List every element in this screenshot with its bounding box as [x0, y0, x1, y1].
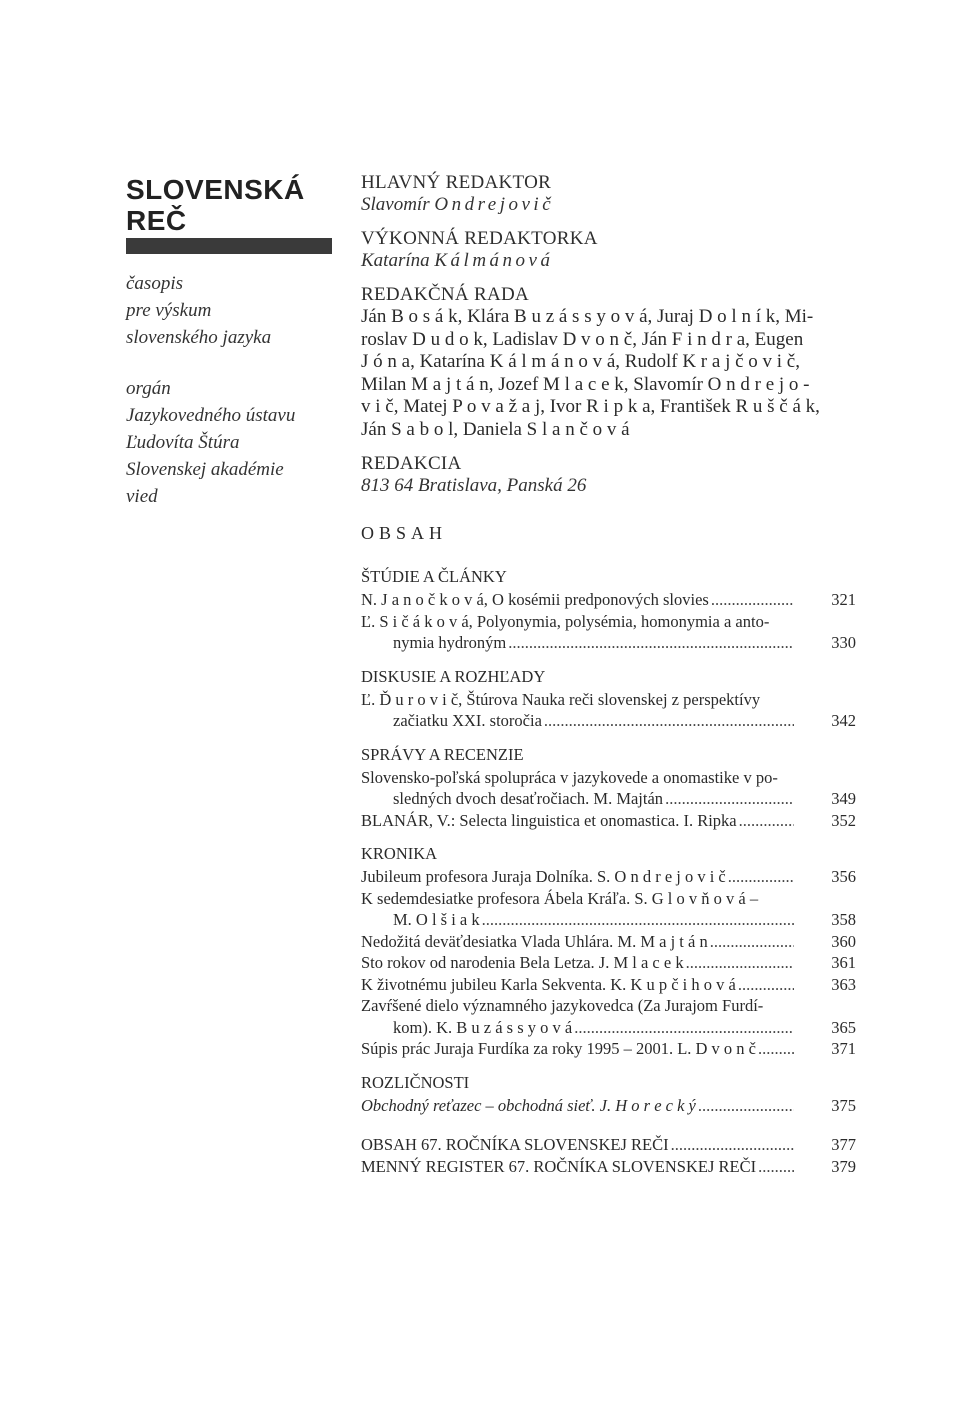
executive-editor [361, 228, 856, 272]
toc-page-number: 330 [831, 633, 856, 652]
toc-leader-dots [728, 866, 794, 888]
toc-page-number: 365 [831, 1017, 856, 1037]
toc-leader-dots [671, 1134, 794, 1156]
toc-entry-text: Súpis prác Juraja Furdíka za roky 1995 – 2001. L. D v o n č [361, 1039, 757, 1058]
toc-entry-text: Zavŕšené dielo významného jazykovedca (Za Jurajom Furdí- [361, 996, 764, 1015]
toc-leader-dots [738, 974, 794, 996]
editorial-office-address: 813 64 Bratislava, Panská 26 [361, 475, 587, 496]
toc-page-number: 352 [831, 810, 856, 830]
toc-section-title: ROZLIČNOSTI [361, 1072, 470, 1092]
board-line: J ó n a, Katarína K á l m á n o v á, Rudolf K r a j č o v i č, [361, 351, 800, 372]
journal-organ [126, 375, 336, 510]
table-of-contents [361, 566, 856, 1177]
toc-leader-dots [758, 1156, 794, 1178]
toc-entry [361, 1038, 856, 1060]
toc-page-number: 379 [831, 1156, 856, 1176]
toc-page-number: 363 [831, 974, 856, 994]
toc-entry [361, 888, 856, 931]
toc-entry [361, 611, 856, 654]
toc-leader-dots [544, 710, 794, 732]
masthead-column [126, 174, 336, 510]
toc-entry [361, 952, 856, 974]
toc-leader-dots [686, 952, 794, 974]
toc-entry [361, 1095, 856, 1117]
toc-page-number: 358 [831, 910, 856, 929]
toc-entry-text: Nedožitá deväťdesiatka Vlada Uhlára. M. M a j t á n [361, 931, 708, 951]
toc-entry-text: nymia hydroným [393, 633, 507, 652]
toc-entry-text: sledných dvoch desaťročiach. M. Majtán [393, 789, 664, 808]
toc-page-number: 361 [831, 953, 856, 972]
toc-page-number: 356 [831, 867, 856, 886]
toc-leader-dots [758, 1038, 794, 1060]
toc-page-number: 375 [831, 1095, 856, 1115]
toc-leader-dots [698, 1095, 794, 1117]
toc-entry [361, 974, 856, 996]
toc-section-title: KRONIKA [361, 844, 438, 863]
toc-leader-dots [574, 1017, 794, 1039]
toc-heading: OBSAH [361, 523, 448, 543]
editorial-board [361, 284, 856, 441]
organ-line: Slovenskej akadémie [126, 459, 284, 480]
toc-entry-text: Ľ. S i č á k o v á, Polyonymia, polysémia, homonymia a anto- [361, 611, 770, 631]
toc-entry [361, 589, 856, 611]
toc-entry-text: M. O l š i a k [393, 910, 480, 929]
toc-entry-text: kom). K. B u z á s s y o v á [393, 1017, 573, 1037]
subtitle-line: časopis [126, 273, 183, 294]
executive-editor-name: Katarína Kálmánová [361, 250, 554, 271]
toc-page-number: 360 [831, 931, 856, 951]
toc-entry-text: Sto rokov od narodenia Bela Letza. J. M l a c e k [361, 953, 684, 972]
chief-editor [361, 172, 856, 216]
toc-entry-text: začiatku XXI. storočia [393, 711, 542, 730]
toc-page-number: 349 [831, 789, 856, 808]
toc-entry-text: K životnému jubileu Karla Sekventa. K. K u p č i h o v á [361, 974, 736, 994]
editorial-office [361, 453, 856, 497]
chief-editor-role: HLAVNÝ REDAKTOR [361, 172, 552, 193]
toc-entry-text: N. J a n o č k o v á, O kosémii predponových slovies [361, 590, 709, 609]
toc-entry-text: Ľ. Ď u r o v i č, Štúrova Nauka reči slovenskej z perspektívy [361, 689, 761, 709]
toc-entry [361, 810, 856, 832]
board-line: v i č, Matej P o v a ž a j, Ivor R i p k a, František R u š č á k, [361, 396, 820, 417]
board-line: roslav D u d o k, Ladislav D v o n č, Ján F i n d r a, Eugen [361, 328, 804, 350]
toc-entry [361, 1156, 856, 1178]
executive-editor-role: VÝKONNÁ REDAKTORKA [361, 228, 598, 249]
editorial-office-role: REDAKCIA [361, 453, 462, 474]
toc-entry [361, 1134, 856, 1156]
organ-line: orgán [126, 378, 171, 399]
toc-section-title: SPRÁVY A RECENZIE [361, 744, 524, 764]
subtitle-line: slovenského jazyka [126, 327, 272, 348]
organ-line: Ľudovíta Štúra [126, 432, 240, 453]
editorial-board-role: REDAKČNÁ RADA [361, 284, 530, 305]
toc-leader-dots [739, 810, 794, 832]
toc-entry-text: MENNÝ REGISTER 67. ROČNÍKA SLOVENSKEJ REČI [361, 1156, 757, 1176]
toc-section-title: ŠTÚDIE A ČLÁNKY [361, 567, 507, 586]
toc-spacer [361, 1116, 856, 1134]
content-column [361, 172, 856, 1177]
journal-title [126, 174, 336, 236]
toc-entry [361, 689, 856, 732]
toc-entry-text: Obchodný reťazec – obchodná sieť. J. H o r e c k ý [361, 1095, 696, 1115]
toc-entry-text: Slovensko-poľská spolupráca v jazykovede a onomastike v po- [361, 767, 778, 787]
organ-line: vied [126, 486, 158, 507]
journal-title-line2: REČ [126, 205, 187, 236]
toc-leader-dots [508, 632, 794, 654]
toc-leader-dots [710, 931, 794, 953]
toc-leader-dots [482, 909, 794, 931]
toc-entry [361, 866, 856, 888]
toc-entry-text: K sedemdesiatke profesora Ábela Kráľa. S. G l o v ň o v á – [361, 888, 759, 908]
subtitle-line: pre výskum [126, 300, 212, 321]
toc-entry [361, 767, 856, 810]
toc-page-number: 377 [831, 1135, 856, 1154]
toc-entry-text: OBSAH 67. ROČNÍKA SLOVENSKEJ REČI [361, 1135, 669, 1154]
toc-section-title: DISKUSIE A ROZHĽADY [361, 666, 546, 686]
journal-subtitle [126, 270, 336, 351]
organ-line: Jazykovedného ústavu [126, 405, 296, 426]
toc-entry [361, 931, 856, 953]
toc-leader-dots [711, 589, 794, 611]
toc-entry-text: Jubileum profesora Juraja Dolníka. S. O n d r e j o v i č [361, 867, 726, 886]
toc-entry [361, 995, 856, 1038]
editorial-board-members [361, 306, 856, 441]
board-line: Ján B o s á k, Klára B u z á s s y o v á, Juraj D o l n í k, Mi- [361, 306, 814, 327]
toc-page-number: 371 [831, 1039, 856, 1058]
toc-entry-text: BLANÁR, V.: Selecta linguistica et onomastica. I. Ripka [361, 810, 737, 830]
chief-editor-name: Slavomír Ondrejovič [361, 194, 555, 215]
toc-page-number: 342 [831, 711, 856, 730]
journal-title-line1: SLOVENSKÁ [126, 174, 305, 205]
board-line: Milan M a j t á n, Jozef M l a c e k, Slavomír O n d r e j o - [361, 373, 810, 395]
board-line: Ján S a b o l, Daniela S l a n č o v á [361, 418, 630, 440]
toc-leader-dots [665, 788, 794, 810]
masthead-bar [126, 238, 332, 254]
toc-page-number: 321 [831, 590, 856, 609]
